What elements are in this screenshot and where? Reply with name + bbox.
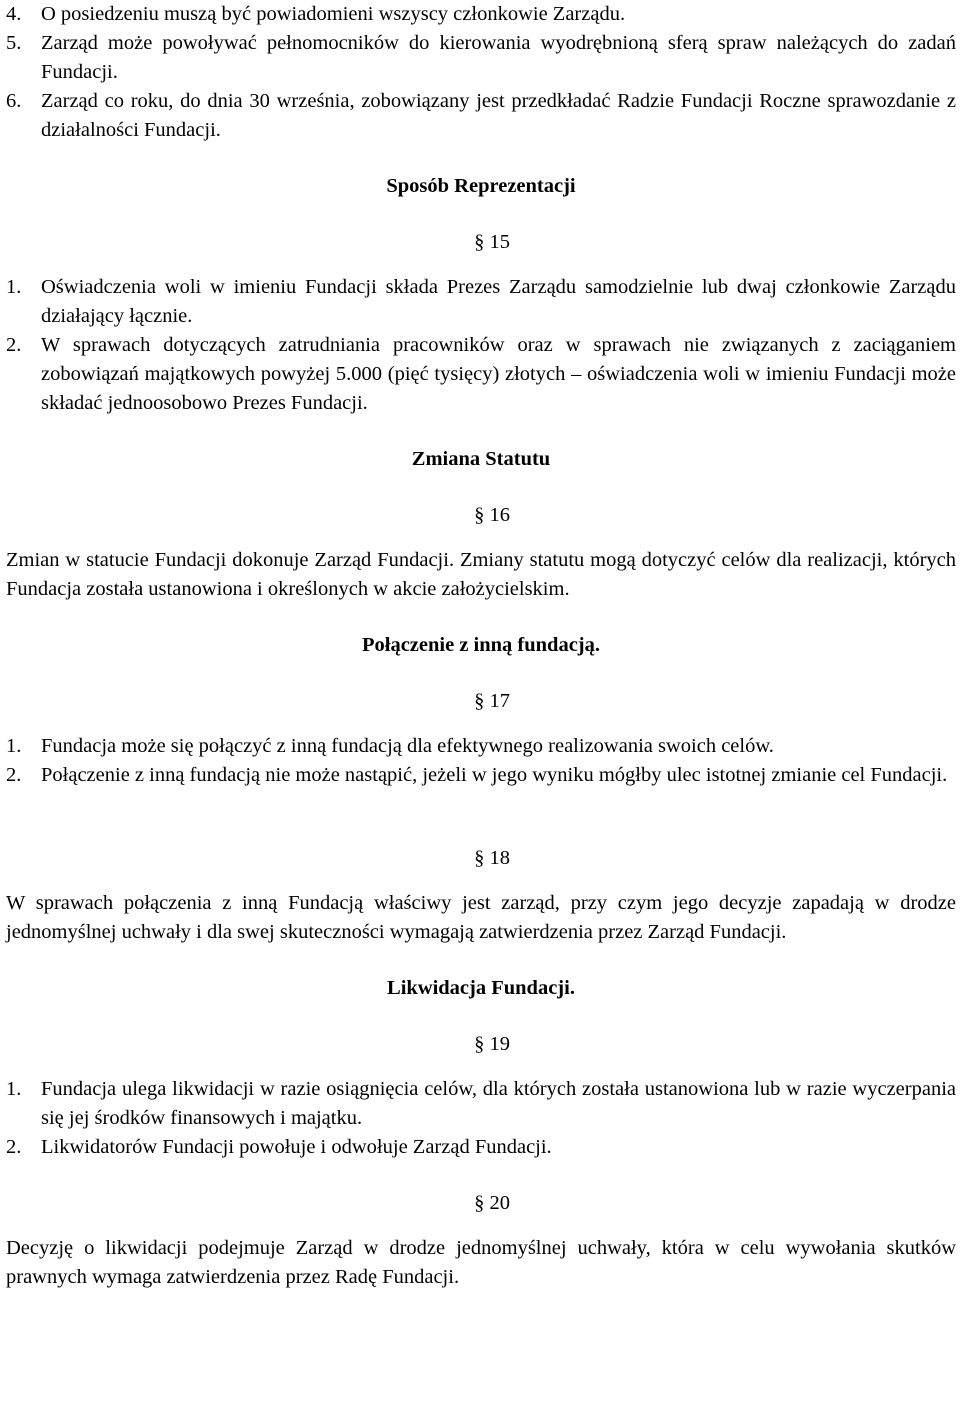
heading-representation: Sposób Reprezentacji <box>386 175 576 197</box>
liquidation-decision-paragraph: Decyzję o likwidacji podejmuje Zarząd w drodze jednomyślnej uchwały, która w celu wywołania skutków prawnych wymaga zatwierdzenia przez Radę Fundacji. <box>6 1237 956 1288</box>
item-text: Oświadczenia woli w imieniu Fundacji składa Prezes Zarządu samodzielnie lub dwaj członkowie Zarządu działający łącznie. <box>41 276 956 327</box>
list-item <box>6 1133 956 1162</box>
list-item <box>6 87 956 145</box>
document-page <box>6 0 956 1292</box>
list-item <box>6 273 956 331</box>
item-number: 1. <box>6 1078 22 1100</box>
heading-liquidation: Likwidacja Fundacji. <box>387 977 575 999</box>
list-item <box>6 29 956 87</box>
section-number-15: § 15 <box>474 231 510 253</box>
item-number: 2. <box>6 334 22 356</box>
item-text: O posiedzeniu muszą być powiadomieni wszyscy członkowie Zarządu. <box>41 3 626 25</box>
list-item <box>6 1075 956 1133</box>
section-number-17: § 17 <box>474 690 510 712</box>
item-number: 1. <box>6 276 22 298</box>
item-text: Połączenie z inną fundacją nie może nastąpić, jeżeli w jego wyniku mógłby ulec istotnej zmianie cel Fundacji. <box>41 764 948 786</box>
section-number-20: § 20 <box>474 1192 510 1214</box>
list-item <box>6 0 956 29</box>
item-number: 1. <box>6 735 22 757</box>
item-text: Zarząd może powoływać pełnomocników do kierowania wyodrębnioną sferą spraw należących do zadań Fundacji. <box>41 32 956 83</box>
item-text: Zarząd co roku, do dnia 30 września, zobowiązany jest przedkładać Radzie Fundacji Roczne sprawozdanie z działalności Fundacji. <box>41 90 956 141</box>
item-text: Likwidatorów Fundacji powołuje i odwołuje Zarząd Fundacji. <box>41 1136 552 1158</box>
item-number: 4. <box>6 3 22 25</box>
item-number: 5. <box>6 32 22 54</box>
section-number-18: § 18 <box>474 847 510 869</box>
section-number-19: § 19 <box>474 1033 510 1055</box>
statute-change-paragraph: Zmian w statucie Fundacji dokonuje Zarząd Fundacji. Zmiany statutu mogą dotyczyć celów dla realizacji, których Fundacja została ustanowiona i określonych w akcie założycielskim. <box>6 549 956 600</box>
item-number: 6. <box>6 90 22 112</box>
section-14-tail-list <box>6 0 956 145</box>
item-text: Fundacja ulega likwidacji w razie osiągnięcia celów, dla których została ustanowiona lub w razie wyczerpania się jej środków finansowych i majątku. <box>41 1078 956 1129</box>
liquidation-list <box>6 1075 956 1162</box>
list-item <box>6 761 956 790</box>
section-number-16: § 16 <box>474 504 510 526</box>
list-item <box>6 732 956 761</box>
heading-merger: Połączenie z inną fundacją. <box>361 634 600 656</box>
representation-list <box>6 273 956 418</box>
merger-decision-paragraph: W sprawach połączenia z inną Fundacją właściwy jest zarząd, przy czym jego decyzje zapadają w drodze jednomyślnej uchwały i dla swej skuteczności wymagają zatwierdzenia przez Zarząd Fundacji. <box>6 892 956 943</box>
list-item <box>6 331 956 418</box>
merger-list <box>6 732 956 790</box>
item-number: 2. <box>6 1136 22 1158</box>
item-number: 2. <box>6 764 22 786</box>
item-text: W sprawach dotyczących zatrudniania pracowników oraz w sprawach nie związanych z zaciąganiem zobowiązań majątkowych powyżej 5.000 (pięć tysięcy) złotych – oświadczenia woli w imieniu Fundacji może składać jednoosobowo Prezes Fundacji. <box>41 334 956 414</box>
heading-statute-change: Zmiana Statutu <box>411 448 551 470</box>
item-text: Fundacja może się połączyć z inną fundacją dla efektywnego realizowania swoich celów. <box>41 735 774 757</box>
